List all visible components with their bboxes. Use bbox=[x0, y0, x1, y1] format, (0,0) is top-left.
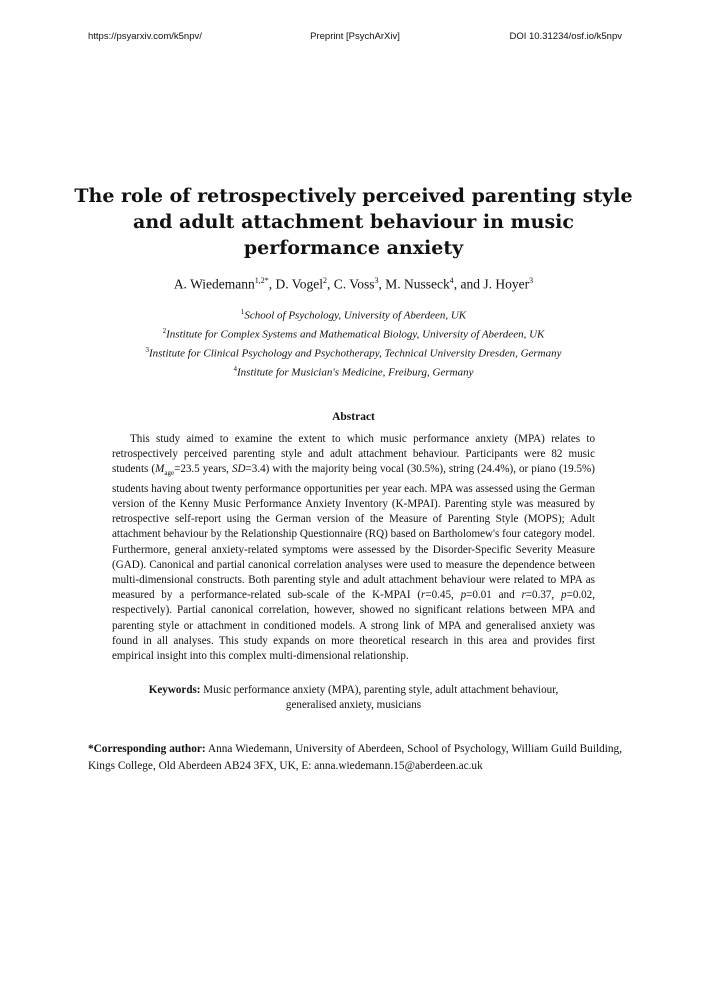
page-header bbox=[88, 31, 622, 47]
mean-subscript: age bbox=[164, 469, 175, 478]
header-url: https://psyarxiv.com/k5npv/ bbox=[88, 31, 202, 42]
author-affiliation-mark: 1,2* bbox=[254, 276, 269, 285]
p-symbol: p bbox=[561, 589, 567, 602]
r-symbol: r bbox=[521, 589, 526, 602]
corresponding-author-text: Anna Wiedemann, University of Aberdeen, School of Psychology, William Guild Building, Kings College, Old Aberdeen AB24 3FX, UK, E: anna.wiedemann.15@aberdeen.ac.uk bbox=[88, 743, 623, 772]
abstract-text: =0.02, respectively). Partial canonical correlation, however, showed no significant relations between MPA and parenting style or attachment in conditioned models. A strong link of MPA and generalised anxiety was found in all analyses. This study expands on more theoretical research in this area and provides first empirical insight into this complex multi-dimensional relationship. bbox=[112, 589, 596, 663]
author-affiliation-mark: 2 bbox=[323, 276, 328, 285]
abstract-text: =0.01 and bbox=[466, 589, 522, 602]
affiliation-mark: 3 bbox=[145, 346, 149, 355]
affiliation-list bbox=[0, 305, 707, 382]
affiliation bbox=[0, 362, 707, 381]
author-name: C. Voss bbox=[333, 276, 375, 292]
abstract-text: =3.4) with the majority being vocal (30.5%), string (24.4%), or piano (19.5%) students having about twenty performance opportunities per year each. MPA was assessed using the German version of the Kenny Music Performance Anxiety Inventory (K-MPAI). Parenting style was measured by retrospective self-report using the German version of the Measure of Parenting Style (MOPS); Adult attachment behaviour by the Relationship Questionnaire (RQ) based on Bartholomew's four category model. Furthermore, general anxiety-related symptoms were assessed by the Disorder-Specific Severity Measure (GAD). Canonical and partial canonical correlation analyses were used to measure the dependence between multi-dimensional constructs. Both parenting style and adult attachment behaviour were related to MPA as measured by a performance-related sub-scale of the K-MPAI ( bbox=[112, 463, 595, 602]
r-symbol: r bbox=[421, 589, 426, 602]
author-list: A. Wiedemann$^{1,2*}$, D. Vogel$^2$, C. Voss$^3$, M. Nusseck$^4$, and J. Hoyer$^3$ bbox=[173, 276, 534, 292]
author-name: J. Hoyer bbox=[483, 276, 530, 292]
author-name: M. Nusseck bbox=[385, 276, 450, 292]
author-name: A. Wiedemann bbox=[173, 276, 255, 292]
abstract-text: =23.5 years, bbox=[174, 463, 232, 476]
abstract-text: =0.45, bbox=[425, 589, 461, 602]
affiliation-text: Institute for Clinical Psychology and Psychotherapy, Technical University Dresden, Germany bbox=[148, 347, 562, 360]
abstract-heading: Abstract bbox=[332, 411, 375, 423]
author-name: D. Vogel bbox=[275, 276, 324, 292]
author-affiliation-mark: 4 bbox=[449, 276, 454, 285]
header-preprint-label: Preprint [PsychArXiv] bbox=[310, 31, 400, 42]
affiliation-text: Institute for Complex Systems and Mathematical Biology, University of Aberdeen, UK bbox=[166, 328, 545, 341]
paper-title bbox=[60, 183, 647, 261]
abstract-paragraph bbox=[112, 432, 595, 664]
affiliation-text: School of Psychology, University of Aberdeen, UK bbox=[244, 309, 467, 322]
mean-symbol: M bbox=[155, 463, 165, 476]
keywords bbox=[135, 683, 572, 713]
author-affiliation-mark: 3 bbox=[529, 276, 534, 285]
corresponding-author bbox=[88, 741, 622, 775]
affiliation-mark: 2 bbox=[162, 327, 167, 336]
abstract-text: This study aimed to examine the extent to which music performance anxiety (MPA) relates to retrospectively perceived parenting style and adult attachment behaviour. Participants were 82 music students ( bbox=[112, 433, 595, 476]
sd-symbol: SD bbox=[231, 463, 246, 476]
corresponding-author-label: *Corresponding author: bbox=[88, 743, 206, 755]
affiliation-text: Institute for Musician's Medicine, Freiburg, Germany bbox=[237, 367, 474, 380]
affiliation bbox=[0, 305, 707, 324]
title-line: performance anxiety bbox=[243, 237, 464, 259]
header-doi: DOI 10.31234/osf.io/k5npv bbox=[509, 31, 622, 42]
affiliation bbox=[0, 324, 707, 343]
author-affiliation-mark: 3 bbox=[374, 276, 379, 285]
p-symbol: p bbox=[460, 589, 467, 602]
keywords-label: Keywords: bbox=[148, 684, 201, 696]
abstract-body bbox=[112, 432, 595, 664]
affiliation bbox=[0, 343, 707, 362]
keywords-text: Music performance anxiety (MPA), parenting style, adult attachment behaviour, generalised anxiety, musicians bbox=[203, 684, 559, 711]
affiliation-mark: 1 bbox=[240, 308, 245, 316]
title-line: The role of retrospectively perceived parenting style bbox=[74, 185, 633, 207]
affiliation-mark: 4 bbox=[233, 365, 238, 374]
abstract-text: =0.37, bbox=[525, 589, 562, 602]
title-line: and adult attachment behaviour in music bbox=[133, 211, 574, 233]
